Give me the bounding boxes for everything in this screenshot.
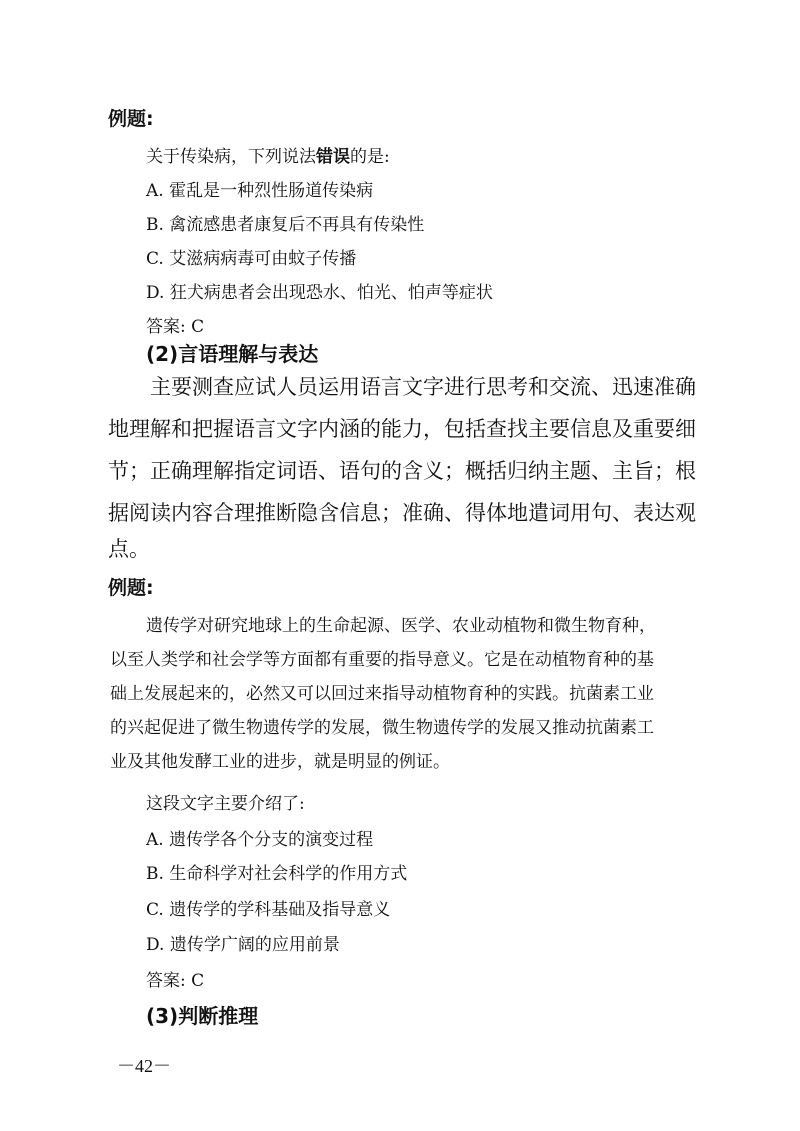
passage-line: 业及其他发酵工业的进步，就是明显的例证。 [110,752,450,772]
question-text: 这段文字主要介绍了: [146,794,305,814]
passage-line: 以至人类学和社会学等方面都有重要的指导意义。它是在动植物育种的基 [110,650,654,670]
section-title: (3)判断推理 [146,1004,259,1028]
passage-line: 遗传学对研究地球上的生命起源、医学、农业动植物和微生物育种， [146,616,656,636]
example-label: 例题: [108,577,154,599]
section-body-line: 节；正确理解指定词语、语句的含义；概括归纳主题、主旨；根 [108,459,696,483]
option-c: C. 艾滋病病毒可由蚊子传播 [146,249,357,269]
question-text-post: 的是: [350,147,390,167]
example-label: 例题: [108,108,154,130]
page-number: －42－ [117,1056,171,1076]
option-a: A. 遗传学各个分支的演变过程 [146,830,374,850]
answer: 答案: C [146,971,205,991]
section-title: (2)言语理解与表达 [146,342,319,366]
option-d: D. 狂犬病患者会出现恐水、怕光、怕声等症状 [146,283,493,303]
section-body-line: 据阅读内容合理推断隐含信息；准确、得体地遣词用句、表达观 [108,501,696,525]
section-body-line: 地理解和把握语言文字内涵的能力，包括查找主要信息及重要细 [108,417,696,441]
option-b: B. 生命科学对社会科学的作用方式 [146,864,408,884]
section-body-line: 主要测查应试人员运用语言文字进行思考和交流、迅速准确 [150,375,696,399]
option-a: A. 霍乱是一种烈性肠道传染病 [146,181,374,201]
question-text-pre: 关于传染病，下列说法 [146,147,316,167]
section-body-line: 点。 [108,537,150,561]
question-emphasis: 错误 [316,147,350,167]
answer: 答案: C [146,317,205,337]
option-c: C. 遗传学的学科基础及指导意义 [146,900,391,920]
question-text [146,142,390,167]
passage-line: 础上发展起来的，必然又可以回过来指导动植物育种的实践。抗菌素工业 [110,684,654,704]
passage-line: 的兴起促进了微生物遗传学的发展，微生物遗传学的发展又推动抗菌素工 [110,718,654,738]
option-d: D. 遗传学广阔的应用前景 [146,935,340,955]
option-b: B. 禽流感患者康复后不再具有传染性 [146,215,425,235]
